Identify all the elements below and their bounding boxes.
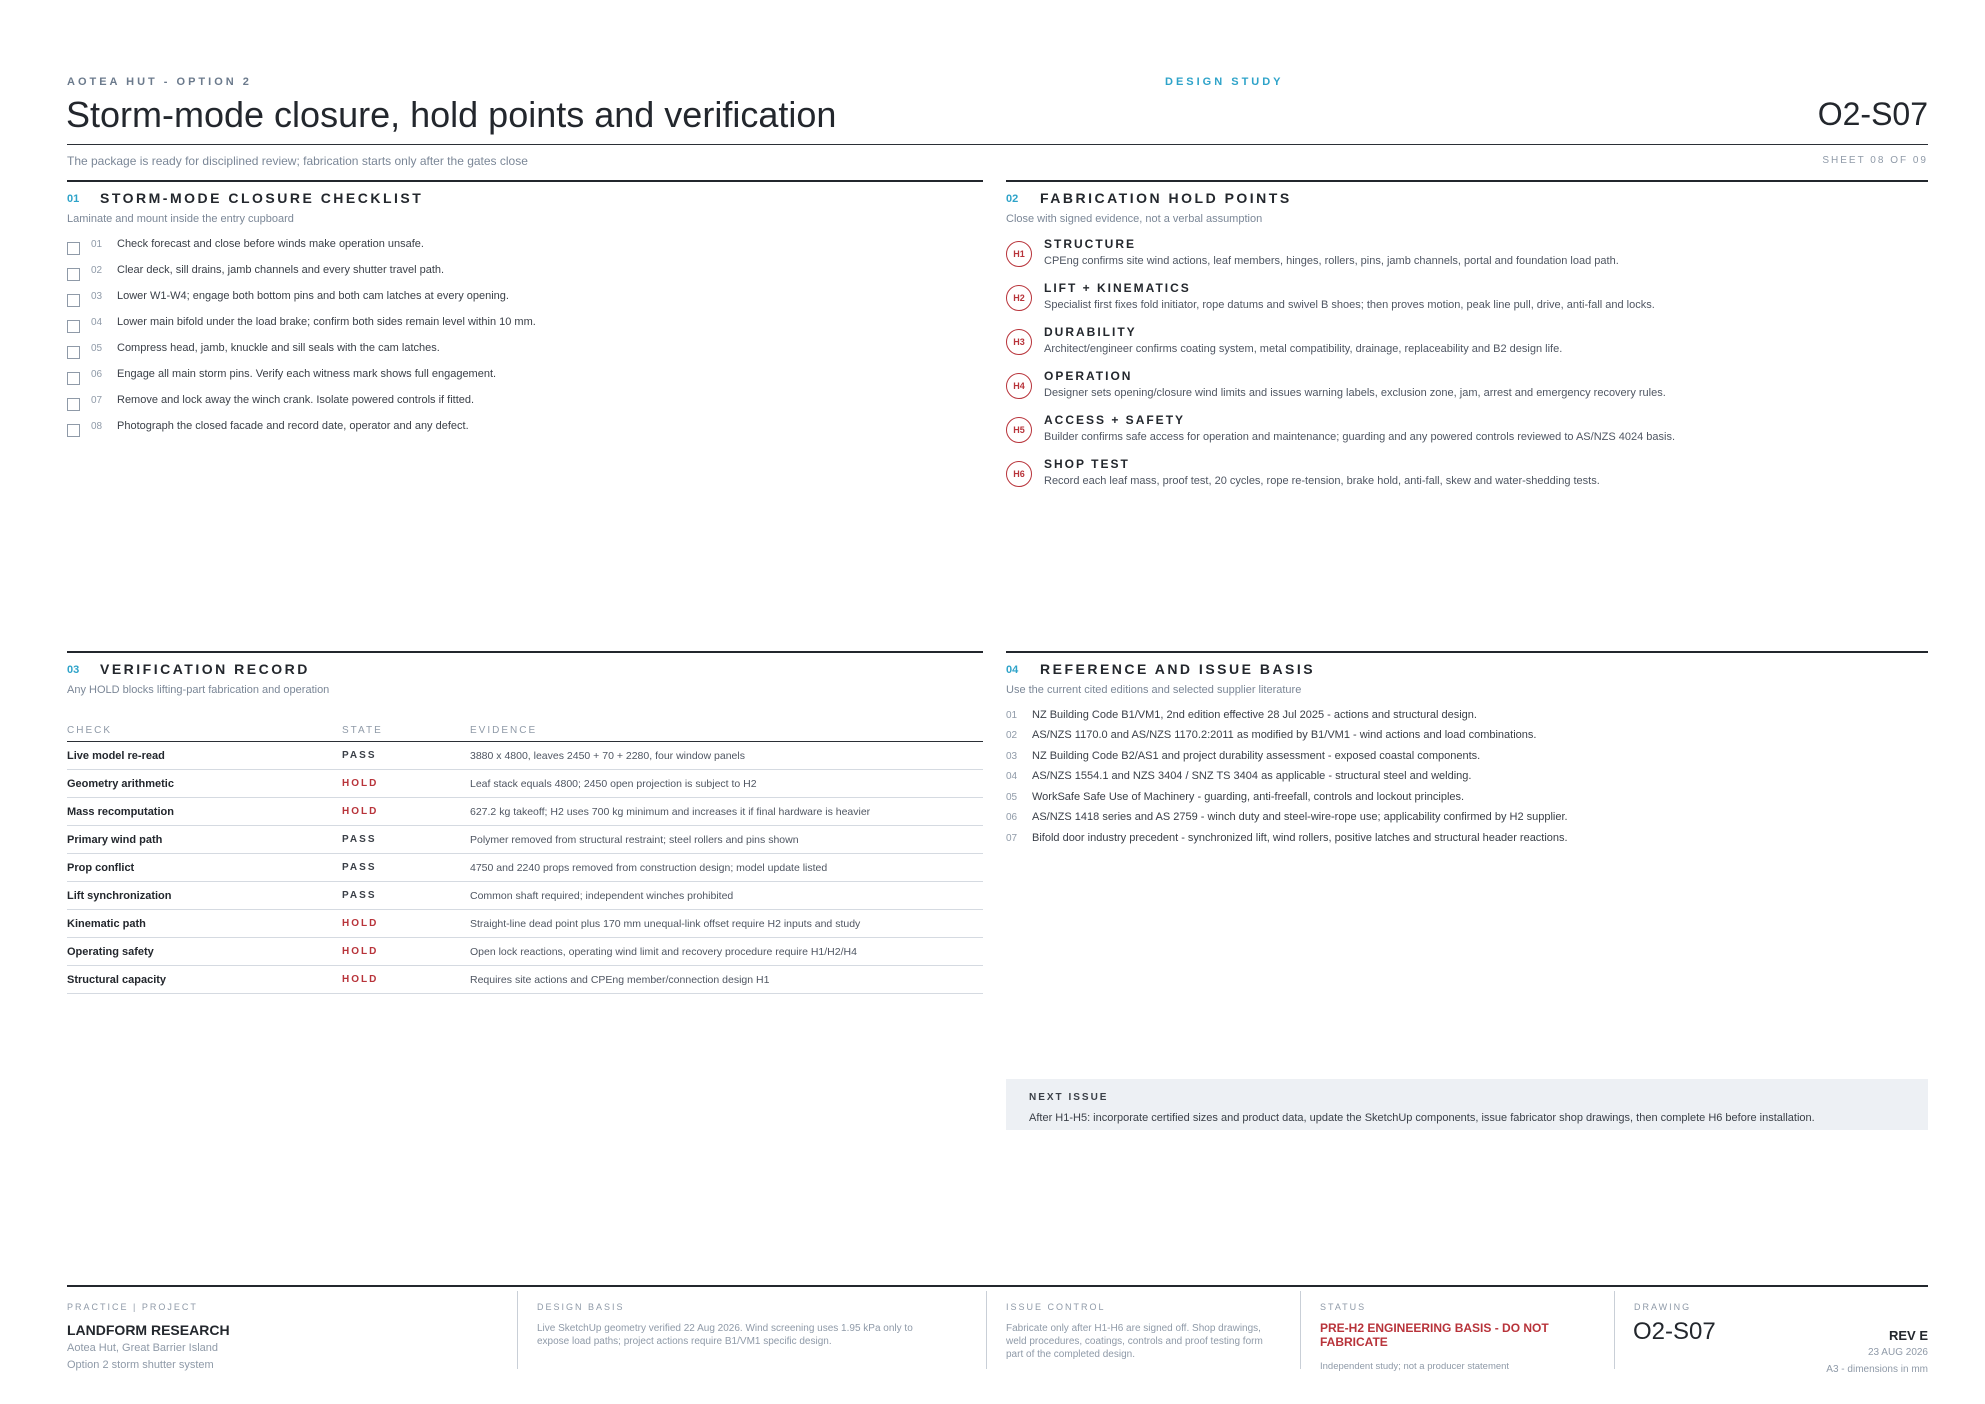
header-rule xyxy=(67,144,1928,145)
issue-control-text: Fabricate only after H1-H6 are signed off. Shop drawings, weld procedures, coatings, controls and proof testing form part of the completed design. xyxy=(1006,1323,1263,1360)
section-04-title: REFERENCE AND ISSUE BASIS xyxy=(1040,661,1316,677)
checkbox[interactable] xyxy=(67,242,80,255)
item-number: 06 xyxy=(91,368,103,380)
reference-item xyxy=(1006,729,1536,745)
reference-number: 02 xyxy=(1006,730,1018,741)
item-number: 05 xyxy=(91,342,103,354)
evidence-text: Straight-line dead point plus 170 mm unequal-link offset require H2 inputs and study xyxy=(470,918,861,930)
status-label: STATUS xyxy=(1320,1302,1367,1312)
reference-item xyxy=(1006,750,1480,766)
next-issue-box xyxy=(1006,1079,1928,1130)
footer-divider xyxy=(517,1291,518,1369)
status-note: Independent study; not a producer statement xyxy=(1320,1361,1510,1372)
hold-point-badge: H2 xyxy=(1006,285,1032,311)
drawing-scale: A3 - dimensions in mm xyxy=(1826,1364,1928,1375)
footer-divider xyxy=(1300,1291,1301,1369)
issue-control-label: ISSUE CONTROL xyxy=(1006,1302,1106,1312)
reference-number: 05 xyxy=(1006,792,1018,803)
hold-point xyxy=(1006,281,1926,321)
checklist-item xyxy=(67,391,474,409)
evidence-text: 627.2 kg takeoff; H2 uses 700 kg minimum and increases it if final hardware is heavier xyxy=(470,806,871,818)
next-issue-title: NEXT ISSUE xyxy=(1029,1092,1109,1103)
check-name: Primary wind path xyxy=(67,834,163,846)
design-basis-label: DESIGN BASIS xyxy=(537,1302,625,1312)
reference-item xyxy=(1006,709,1477,725)
reference-number: 03 xyxy=(1006,751,1018,762)
sheet-number: SHEET 08 OF 09 xyxy=(1822,155,1928,166)
check-name: Lift synchronization xyxy=(67,890,172,902)
hold-point-text: Architect/engineer confirms coating system, metal compatibility, drainage, replaceability and B2 design life. xyxy=(1044,343,1563,355)
checklist-item xyxy=(67,261,444,279)
evidence-text: Polymer removed from structural restraint; steel rollers and pins shown xyxy=(470,834,799,846)
table-row xyxy=(67,910,983,938)
item-number: 08 xyxy=(91,420,103,432)
hold-point-title: STRUCTURE xyxy=(1044,237,1136,251)
section-02-number: 02 xyxy=(1006,193,1019,205)
table-row xyxy=(67,742,983,770)
page-title: Storm-mode closure, hold points and verification xyxy=(66,94,837,135)
hold-point xyxy=(1006,237,1926,277)
section-03-title: VERIFICATION RECORD xyxy=(100,661,310,677)
reference-item xyxy=(1006,791,1464,807)
hold-point-text: Designer sets opening/closure wind limits and issues warning labels, exclusion zone, jam, arrest and emergency recovery rules. xyxy=(1044,387,1666,399)
hold-point-badge: H1 xyxy=(1006,241,1032,267)
table-row xyxy=(67,854,983,882)
checklist-item xyxy=(67,287,509,305)
hold-point-title: ACCESS + SAFETY xyxy=(1044,413,1186,427)
practice-name: LANDFORM RESEARCH xyxy=(67,1322,230,1338)
sheet-code: O2-S07 xyxy=(1817,96,1928,132)
hold-point-text: CPEng confirms site wind actions, leaf members, hinges, rollers, pins, jamb channels, portal and foundation load path. xyxy=(1044,255,1619,267)
practice-label: PRACTICE | PROJECT xyxy=(67,1302,198,1312)
item-text: Check forecast and close before winds make operation unsafe. xyxy=(117,238,424,250)
reference-text: AS/NZS 1554.1 and NZS 3404 / SNZ TS 3404 as applicable - structural steel and welding. xyxy=(1032,770,1472,782)
evidence-text: 4750 and 2240 props removed from construction design; model update listed xyxy=(470,862,828,874)
reference-text: NZ Building Code B2/AS1 and project durability assessment - exposed coastal components. xyxy=(1032,750,1481,762)
state-badge: PASS xyxy=(342,862,377,873)
item-number: 04 xyxy=(91,316,103,328)
table-row xyxy=(67,770,983,798)
check-name: Structural capacity xyxy=(67,974,167,986)
state-badge: HOLD xyxy=(342,974,379,985)
drawing-date: 23 AUG 2026 xyxy=(1867,1347,1928,1358)
section-01-subtitle: Laminate and mount inside the entry cupboard xyxy=(67,213,294,225)
project-location: Aotea Hut, Great Barrier Island xyxy=(67,1342,219,1354)
checkbox[interactable] xyxy=(67,346,80,359)
item-text: Lower W1-W4; engage both bottom pins and both cam latches at every opening. xyxy=(117,290,509,302)
footer-divider xyxy=(1614,1291,1615,1369)
checkbox[interactable] xyxy=(67,372,80,385)
section-03-number: 03 xyxy=(67,664,80,676)
status-value: PRE-H2 ENGINEERING BASIS - DO NOT FABRICATE xyxy=(1320,1321,1549,1349)
hold-point-badge: H3 xyxy=(1006,329,1032,355)
drawing-label: DRAWING xyxy=(1634,1302,1692,1312)
check-name: Live model re-read xyxy=(67,750,165,762)
hold-point xyxy=(1006,457,1926,497)
hold-point-badge: H5 xyxy=(1006,417,1032,443)
item-number: 02 xyxy=(91,264,103,276)
section-02-title: FABRICATION HOLD POINTS xyxy=(1040,190,1292,206)
check-name: Mass recomputation xyxy=(67,806,174,818)
reference-text: NZ Building Code B1/VM1, 2nd edition effective 28 Jul 2025 - actions and structural design. xyxy=(1032,709,1477,721)
state-badge: HOLD xyxy=(342,806,379,817)
item-text: Remove and lock away the winch crank. Isolate powered controls if fitted. xyxy=(117,394,475,406)
item-text: Compress head, jamb, knuckle and sill seals with the cam latches. xyxy=(117,342,440,354)
reference-number: 06 xyxy=(1006,812,1018,823)
footer-rule xyxy=(67,1285,1928,1287)
project-system: Option 2 storm shutter system xyxy=(67,1359,214,1371)
reference-number: 04 xyxy=(1006,771,1018,782)
hold-point-badge: H4 xyxy=(1006,373,1032,399)
section-04-rule xyxy=(1006,651,1928,653)
section-02-rule xyxy=(1006,180,1928,182)
table-row xyxy=(67,882,983,910)
item-number: 03 xyxy=(91,290,103,302)
hold-point-badge: H6 xyxy=(1006,461,1032,487)
section-03-rule xyxy=(67,651,983,653)
section-01-rule xyxy=(67,180,983,182)
checklist-item xyxy=(67,339,440,357)
section-04-subtitle: Use the current cited editions and selected supplier literature xyxy=(1006,684,1302,696)
reference-item xyxy=(1006,832,1568,848)
section-04-number: 04 xyxy=(1006,664,1019,676)
state-badge: HOLD xyxy=(342,918,379,929)
design-basis-text: Live SketchUp geometry verified 22 Aug 2026. Wind screening uses 1.95 kPa only to expose load paths; project actions require B1/VM1 specific design. xyxy=(537,1323,913,1347)
hold-point-text: Record each leaf mass, proof test, 20 cycles, rope re-tension, brake hold, anti-fall, skew and water-shedding tests. xyxy=(1044,475,1600,487)
table-row xyxy=(67,826,983,854)
state-badge: PASS xyxy=(342,890,377,901)
section-02-subtitle: Close with signed evidence, not a verbal assumption xyxy=(1006,213,1263,225)
table-row xyxy=(67,966,983,994)
section-03-subtitle: Any HOLD blocks lifting-part fabrication and operation xyxy=(67,684,330,696)
column-header-state: STATE xyxy=(342,725,383,736)
revision: REV E xyxy=(1888,1328,1928,1343)
evidence-text: 3880 x 4800, leaves 2450 + 70 + 2280, four window panels xyxy=(470,750,745,762)
page-subtitle: The package is ready for disciplined review; fabrication starts only after the gates close xyxy=(67,154,528,168)
footer-divider xyxy=(986,1291,987,1369)
reference-text: AS/NZS 1418 series and AS 2759 - winch duty and steel-wire-rope use; applicability confirmed by H2 supplier. xyxy=(1032,811,1568,823)
item-text: Photograph the closed facade and record date, operator and any defect. xyxy=(117,420,469,432)
drawing-code: O2-S07 xyxy=(1633,1318,1716,1345)
reference-number: 01 xyxy=(1006,710,1018,721)
check-name: Geometry arithmetic xyxy=(67,778,174,790)
column-header-check: CHECK xyxy=(67,725,113,736)
section-01-title: STORM-MODE CLOSURE CHECKLIST xyxy=(100,190,424,206)
item-text: Lower main bifold under the load brake; confirm both sides remain level within 10 mm. xyxy=(117,316,536,328)
checkbox[interactable] xyxy=(67,424,80,437)
hold-point-title: DURABILITY xyxy=(1044,325,1137,339)
state-badge: HOLD xyxy=(342,778,379,789)
checkbox[interactable] xyxy=(67,398,80,411)
hold-point-title: OPERATION xyxy=(1044,369,1133,383)
project-eyebrow: AOTEA HUT - OPTION 2 xyxy=(67,76,252,88)
next-issue-text: After H1-H5: incorporate certified sizes and product data, update the SketchUp components, issue fabricator shop drawings, then complete H6 before installation. xyxy=(1029,1112,1815,1124)
check-name: Prop conflict xyxy=(67,862,135,874)
checklist-item xyxy=(67,313,536,331)
column-header-evidence: EVIDENCE xyxy=(470,725,538,736)
reference-item xyxy=(1006,811,1568,827)
reference-text: WorkSafe Safe Use of Machinery - guarding, anti-freefall, controls and lockout principles. xyxy=(1032,791,1465,803)
hold-point-title: SHOP TEST xyxy=(1044,457,1130,471)
table-row xyxy=(67,798,983,826)
evidence-text: Leaf stack equals 4800; 2450 open projection is subject to H2 xyxy=(470,778,757,790)
item-number: 01 xyxy=(91,238,103,250)
evidence-text: Common shaft required; independent winches prohibited xyxy=(470,890,734,902)
checkbox[interactable] xyxy=(67,268,80,281)
checklist-item xyxy=(67,417,469,435)
hold-point-text: Specialist first fixes fold initiator, rope datums and swivel B shoes; then proves motion, peak line pull, drive, anti-fall and locks. xyxy=(1044,299,1655,311)
evidence-text: Open lock reactions, operating wind limit and recovery procedure require H1/H2/H4 xyxy=(470,946,857,958)
item-number: 07 xyxy=(91,394,103,406)
hold-point-text: Builder confirms safe access for operation and maintenance; guarding and any powered controls reviewed to AS/NZS 4024 basis. xyxy=(1044,431,1676,443)
reference-text: Bifold door industry precedent - synchronized lift, wind rollers, positive latches and structural header reactions. xyxy=(1032,832,1568,844)
state-badge: PASS xyxy=(342,750,377,761)
evidence-text: Requires site actions and CPEng member/connection design H1 xyxy=(470,974,770,986)
hold-point xyxy=(1006,369,1926,409)
reference-item xyxy=(1006,770,1471,786)
hold-point xyxy=(1006,413,1926,453)
hold-point xyxy=(1006,325,1926,365)
state-badge: PASS xyxy=(342,834,377,845)
design-study-tag: DESIGN STUDY xyxy=(1165,76,1284,88)
state-badge: HOLD xyxy=(342,946,379,957)
check-name: Operating safety xyxy=(67,946,154,958)
checklist-item xyxy=(67,235,424,253)
reference-number: 07 xyxy=(1006,833,1018,844)
checklist-item xyxy=(67,365,496,383)
hold-point-title: LIFT + KINEMATICS xyxy=(1044,281,1191,295)
item-text: Engage all main storm pins. Verify each witness mark shows full engagement. xyxy=(117,368,497,380)
section-01-number: 01 xyxy=(67,193,80,205)
check-name: Kinematic path xyxy=(67,918,146,930)
reference-text: AS/NZS 1170.0 and AS/NZS 1170.2:2011 as modified by B1/VM1 - wind actions and load combinations. xyxy=(1032,729,1537,741)
table-row xyxy=(67,938,983,966)
item-text: Clear deck, sill drains, jamb channels and every shutter travel path. xyxy=(117,264,445,276)
checkbox[interactable] xyxy=(67,294,80,307)
checkbox[interactable] xyxy=(67,320,80,333)
